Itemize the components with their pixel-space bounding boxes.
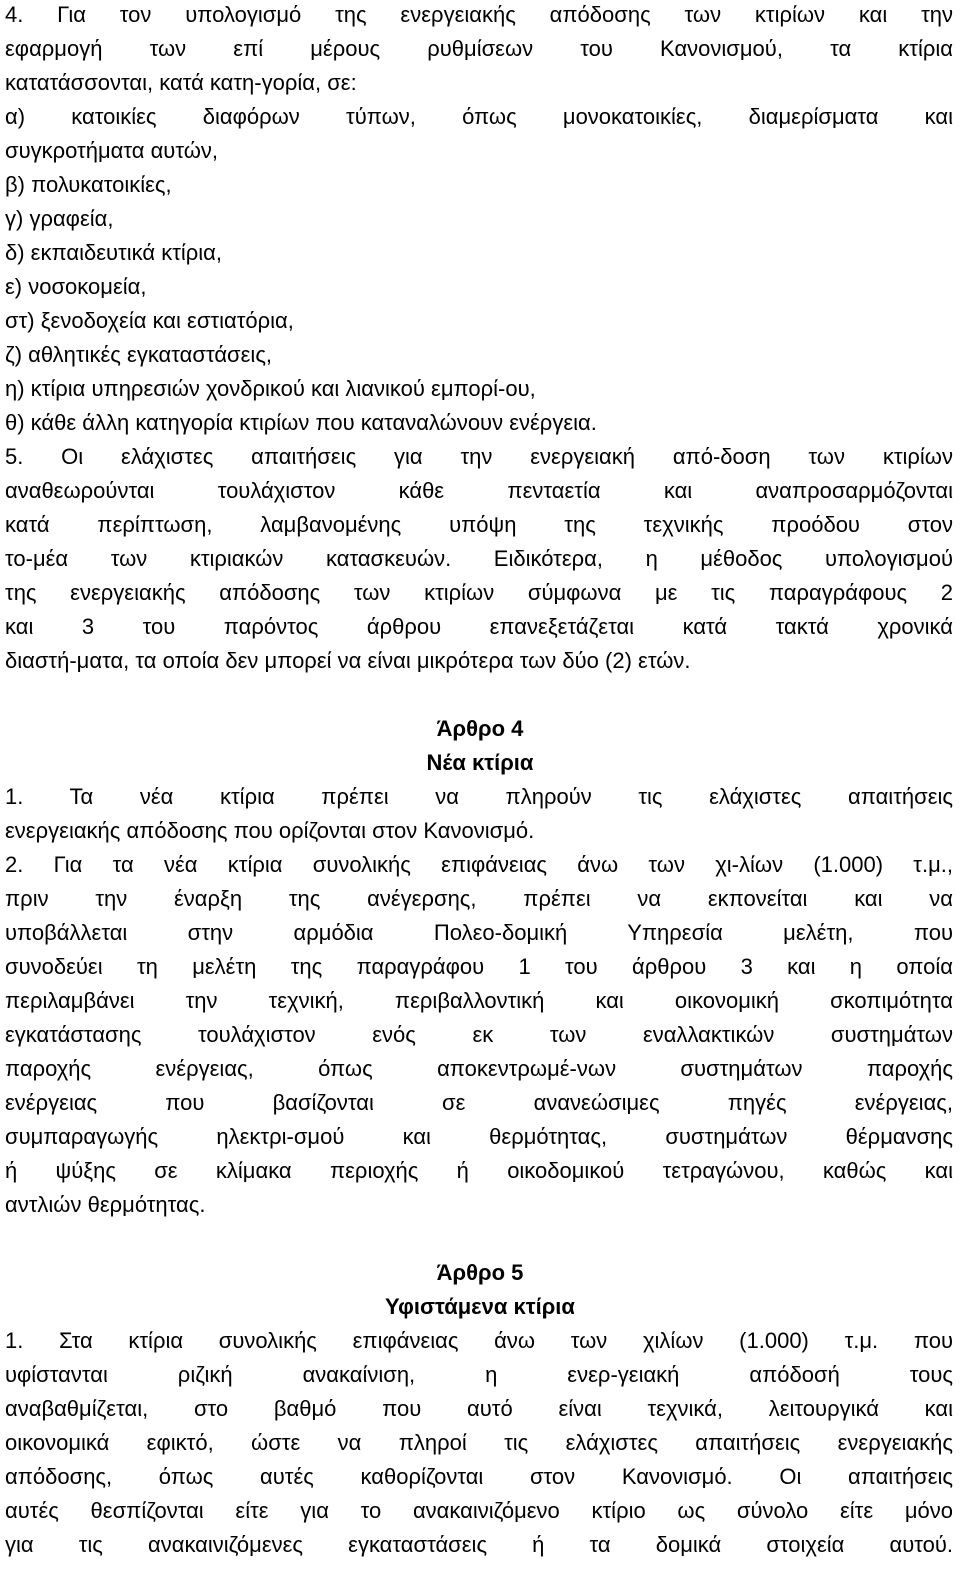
category-item: συγκροτήματα αυτών,: [5, 138, 218, 163]
section-5-line: και 3 του παρόντος άρθρου επανεξετάζεται κατά τακτά χρονικά: [5, 614, 953, 639]
category-item: ζ) αθλητικές εγκαταστάσεις,: [5, 342, 273, 367]
category-item: β) πολυκατοικίες,: [5, 172, 172, 197]
article-4-paragraph-2-line: υποβάλλεται στην αρμόδια Πολεο-δομική Υπηρεσία μελέτη, που: [5, 920, 953, 945]
article-5-paragraph-1-line: 1. Στα κτίρια συνολικής επιφάνειας άνω των χιλίων (1.000) τ.μ. που: [5, 1328, 953, 1353]
article-5-subtitle: Υφιστάμενα κτίρια: [385, 1294, 575, 1319]
category-item: δ) εκπαιδευτικά κτίρια,: [5, 240, 223, 265]
article-4-paragraph-2-line: αντλιών θερμότητας.: [5, 1192, 206, 1217]
article-5-paragraph-1-line: αναβαθμίζεται, στο βαθμό που αυτό είναι τεχνικά, λειτουργικά και: [5, 1396, 953, 1421]
article-4-subtitle: Νέα κτίρια: [426, 750, 534, 775]
article-4-title: Άρθρο 4: [436, 716, 524, 741]
article-5-paragraph-1-line: αυτές θεσπίζονται είτε για το ανακαινιζόμενο κτίριο ως σύνολο είτε μόνο: [5, 1498, 953, 1523]
section-4-line: εφαρμογή των επί μέρους ρυθμίσεων του Κανονισμού, τα κτίρια: [5, 36, 953, 61]
article-5-paragraph-1-line: οικονομικά εφικτό, ώστε να πληροί τις ελάχιστες απαιτήσεις ενεργειακής: [5, 1430, 953, 1455]
article-4-paragraph-2-line: περιλαμβάνει την τεχνική, περιβαλλοντική και οικονομική σκοπιμότητα: [5, 988, 953, 1013]
category-item: α) κατοικίες διαφόρων τύπων, όπως μονοκατοικίες, διαμερίσματα και: [5, 104, 953, 129]
article-5-paragraph-1-line: υφίστανται ριζική ανακαίνιση, η ενερ-γειακή απόδοσή τους: [5, 1362, 953, 1387]
category-item: η) κτίρια υπηρεσιών χονδρικού και λιανικού εμπορί-ου,: [5, 376, 536, 401]
section-5-line: διαστή-ματα, τα οποία δεν μπορεί να είναι μικρότερα των δύο (2) ετών.: [5, 648, 691, 673]
section-5-line: αναθεωρούνται τουλάχιστον κάθε πενταετία και αναπροσαρμόζονται: [5, 478, 953, 503]
article-4-paragraph-1-line: ενεργειακής απόδοσης που ορίζονται στον Κανονισμό.: [5, 818, 535, 843]
category-item: ε) νοσοκομεία,: [5, 274, 147, 299]
article-5-paragraph-1-line: για τις ανακαινιζόμενες εγκαταστάσεις ή τα δομικά στοιχεία αυτού.: [5, 1532, 953, 1557]
article-4-paragraph-2-line: πριν την έναρξη της ανέγερσης, πρέπει να εκπονείται και να: [5, 886, 953, 911]
category-item: στ) ξενοδοχεία και εστιατόρια,: [5, 308, 294, 333]
article-5-paragraph-1-line: απόδοσης, όπως αυτές καθορίζονται στον Κανονισμό. Οι απαιτήσεις: [5, 1464, 953, 1489]
section-4-line: 4. Για τον υπολογισμό της ενεργειακής απόδοσης των κτιρίων και την: [5, 2, 953, 27]
section-4-line: κατατάσσονται, κατά κατη-γορία, σε:: [5, 70, 357, 95]
section-5-line: της ενεργειακής απόδοσης των κτιρίων σύμφωνα με τις παραγράφους 2: [5, 580, 953, 605]
article-4-paragraph-2-line: συμπαραγωγής ηλεκτρι-σμού και θερμότητας, συστημάτων θέρμανσης: [5, 1124, 953, 1149]
category-item: θ) κάθε άλλη κατηγορία κτιρίων που καταναλώνουν ενέργεια.: [5, 410, 597, 435]
article-4-paragraph-1-line: 1. Τα νέα κτίρια πρέπει να πληρούν τις ελάχιστες απαιτήσεις: [5, 784, 953, 809]
article-4-paragraph-2-line: ή ψύξης σε κλίμακα περιοχής ή οικοδομικού τετραγώνου, καθώς και: [5, 1158, 953, 1183]
article-4-paragraph-2-line: εγκατάστασης τουλάχιστον ενός εκ των εναλλακτικών συστημάτων: [5, 1022, 953, 1047]
article-4-paragraph-2-line: ενέργειας που βασίζονται σε ανανεώσιμες πηγές ενέργειας,: [5, 1090, 953, 1115]
article-5-title: Άρθρο 5: [436, 1260, 524, 1285]
article-4-paragraph-2-line: συνοδεύει τη μελέτη της παραγράφου 1 του άρθρου 3 και η οποία: [5, 954, 953, 979]
category-item: γ) γραφεία,: [5, 206, 114, 231]
section-5-line: κατά περίπτωση, λαμβανομένης υπόψη της τεχνικής προόδου στον: [5, 512, 953, 537]
section-5-line: το-μέα των κτιριακών κατασκευών. Ειδικότερα, η μέθοδος υπολογισμού: [5, 546, 953, 571]
section-5-line: 5. Οι ελάχιστες απαιτήσεις για την ενεργειακή από-δοση των κτιρίων: [5, 444, 953, 469]
article-4-paragraph-2-line: 2. Για τα νέα κτίρια συνολικής επιφάνειας άνω των χι-λίων (1.000) τ.μ.,: [5, 852, 953, 877]
article-4-paragraph-2-line: παροχής ενέργειας, όπως αποκεντρωμέ-νων συστημάτων παροχής: [5, 1056, 953, 1081]
